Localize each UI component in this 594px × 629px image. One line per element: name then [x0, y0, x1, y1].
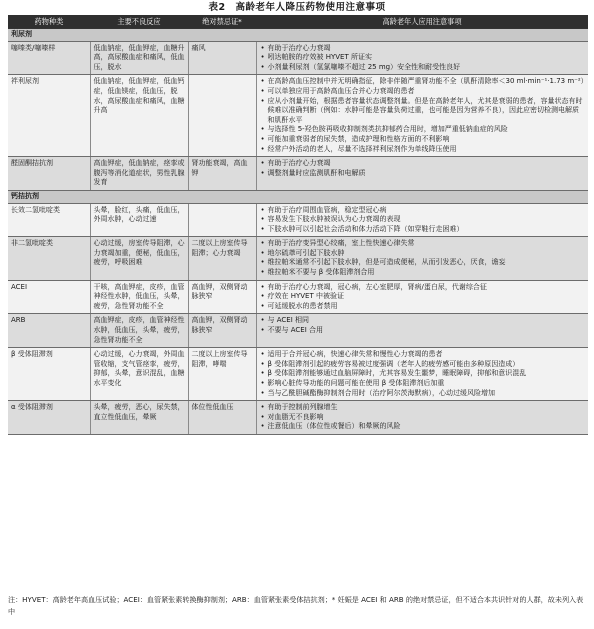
- precaution-item: • 不要与 ACEI 合用: [260, 326, 586, 336]
- drug-precautions-table: [8, 15, 588, 435]
- adverse-effects-cell: 心动过缓，房室传导阻滞，心力衰竭加重，便秘，低血压，疲劳，呼吸困难: [90, 237, 188, 280]
- drug-class-cell: 长效二氢吡啶类: [8, 203, 90, 237]
- precautions-cell: [256, 203, 588, 237]
- precautions-cell: [256, 75, 588, 157]
- adverse-effects-cell: 头晕，脸红，头痛，低血压，外周水肿，心动过速: [90, 203, 188, 237]
- contraindication-cell: 二度以上房室传导阻滞；心力衰竭: [188, 237, 256, 280]
- adverse-effects-cell: 低血钠症，低血钾症，低血钙症，低血镁症，低血压，脱水，高尿酸血症和痛风，血糖升高: [90, 75, 188, 157]
- precaution-item: • β 受体阻滞剂能够通过血脑屏障时，尤其容易发生噩梦，睡眠障碍，抑郁和意识混乱: [260, 369, 586, 379]
- contraindication-cell: 痛风: [188, 41, 256, 75]
- table-row: [8, 280, 588, 314]
- precautions-list: [260, 44, 586, 73]
- contraindication-cell: 高血钾，双侧肾动脉狭窄: [188, 280, 256, 314]
- header-contraindications: 绝对禁忌证*: [188, 15, 256, 29]
- table-row: [8, 237, 588, 280]
- drug-class-cell: 袢利尿剂: [8, 75, 90, 157]
- table-row: [8, 41, 588, 75]
- table-body: [8, 29, 588, 435]
- precautions-cell: [256, 41, 588, 75]
- precautions-list: [260, 159, 586, 178]
- contraindication-cell: [188, 75, 256, 157]
- precautions-cell: [256, 314, 588, 348]
- table-title: 表2 高龄老年人降压药物使用注意事项: [208, 2, 386, 13]
- section-title: 钙拮抗剂: [8, 190, 588, 203]
- precautions-list: [260, 77, 586, 154]
- header-precautions: 高龄老年人应用注意事项: [256, 15, 588, 29]
- contraindication-cell: 体位性低血压: [188, 401, 256, 435]
- precautions-list: [260, 206, 586, 235]
- precaution-item: • 适用于合并冠心病，快速心律失常和慢性心力衰竭的患者: [260, 350, 586, 360]
- table-row: [8, 75, 588, 157]
- precaution-item: • β 受体阻滞剂引起的疲劳容易被过度强调（老年人的疲劳感可能由多种原因造成）: [260, 360, 586, 370]
- precaution-item: • 调整剂量时应监测肌酐和电解质: [260, 169, 586, 179]
- precaution-item: • 对血脂无不良影响: [260, 413, 586, 423]
- precaution-item: • 有助于治疗心力衰竭: [260, 159, 586, 169]
- drug-class-cell: 醛固酮拮抗剂: [8, 157, 90, 191]
- precaution-item: • 可能加重衰弱者的尿失禁，造成护理和性格方面的不利影响: [260, 135, 586, 145]
- precaution-item: • 维拉帕米不要与 β 受体阻滞剂合用: [260, 268, 586, 278]
- precaution-item: • 容易发生下肢水肿被误认为心力衰竭的表现: [260, 215, 586, 225]
- header-drug-class: 药物种类: [8, 15, 90, 29]
- precaution-item: • 当与乙酰胆碱酯酶抑制剂合用时（治疗阿尔茨海默病），心动过缓风险增加: [260, 389, 586, 399]
- drug-class-cell: 非二氢吡啶类: [8, 237, 90, 280]
- precaution-item: • 维拉帕米通常不引起下肢水肿，但是可造成便秘，从而引发恶心，厌食，谵妄: [260, 258, 586, 268]
- precaution-item: • 影响心脏传导功能的问题可能在使用 β 受体阻滞剂后加重: [260, 379, 586, 389]
- precaution-item: • 应从小剂量开始，根据患者容量状态调整剂量。但是在高龄老年人，尤其是衰弱的患者，容量状态有时候难以准确判断（例如：水肿可能是容量负荷过重，也可能是因为营养不良），因此应密切检测电解质和肌酐水平: [260, 97, 586, 126]
- precaution-item: • 可延缓脱水的患者禁用: [260, 302, 586, 312]
- precautions-list: [260, 239, 586, 277]
- precautions-list: [260, 283, 586, 312]
- precaution-item: • 吲达帕胺的疗效被 HYVET 所证实: [260, 53, 586, 63]
- precaution-item: • 注意低血压（体位性或餐后）和晕厥的风险: [260, 422, 586, 432]
- table-header-row: [8, 15, 588, 29]
- section-title: 利尿剂: [8, 29, 588, 42]
- drug-class-cell: 噻嗪类/噻嗪样: [8, 41, 90, 75]
- adverse-effects-cell: 高血钾症，皮疹，血管神经性水肿，低血压，头晕，疲劳，急性肾功能不全: [90, 314, 188, 348]
- table-row: [8, 203, 588, 237]
- header-adverse-effects: 主要不良反应: [90, 15, 188, 29]
- precautions-cell: [256, 157, 588, 191]
- table-footnote: 注：HYVET：高龄老年高血压试验；ACEI：血管紧张素转换酶抑制剂；ARB：血管紧张素受体拮抗剂；* 妊娠是 ACEI 和 ARB 的绝对禁忌证，但不适合本共识针对的人群，故未列入表中: [8, 595, 584, 616]
- precaution-item: • 有助于治疗变异型心绞痛，室上性快速心律失常: [260, 239, 586, 249]
- drug-class-cell: ACEI: [8, 280, 90, 314]
- adverse-effects-cell: 头晕，疲劳，恶心，尿失禁，直立性低血压，晕厥: [90, 401, 188, 435]
- precaution-item: • 有助于治疗心力衰竭: [260, 44, 586, 54]
- contraindication-cell: 高血钾，双侧肾动脉狭窄: [188, 314, 256, 348]
- precaution-item: • 与 ACEI 相同: [260, 316, 586, 326]
- precautions-list: [260, 316, 586, 335]
- adverse-effects-cell: 心动过缓，心力衰竭，外周血管收缩，支气管痉挛，疲劳，抑郁，头晕，意识混乱，血糖水平变化: [90, 348, 188, 401]
- precaution-item: • 经常户外活动的老人，尽量不选择袢利尿剂作为单线降压使用: [260, 145, 586, 155]
- precaution-item: • 小剂量利尿剂（氢氯噻嗪不超过 25 mg）安全性和耐受性良好: [260, 63, 586, 73]
- precautions-list: [260, 350, 586, 398]
- precautions-cell: [256, 237, 588, 280]
- section-header-row: [8, 190, 588, 203]
- precaution-item: • 有助于治疗周围血管病，稳定型冠心病: [260, 206, 586, 216]
- precautions-cell: [256, 280, 588, 314]
- adverse-effects-cell: 干咳，高血钾症，皮疹，血管神经性水肿，低血压，头晕，疲劳，急性肾功能不全: [90, 280, 188, 314]
- contraindication-cell: 肾功能衰竭，高血钾: [188, 157, 256, 191]
- precaution-item: • 有助于控制前列腺增生: [260, 403, 586, 413]
- precautions-cell: [256, 348, 588, 401]
- precautions-cell: [256, 401, 588, 435]
- adverse-effects-cell: 高血钾症，低血钠症，痉挛或腹泻等消化道症状，男性乳腺发育: [90, 157, 188, 191]
- contraindication-cell: 二度以上房室传导阻滞，哮喘: [188, 348, 256, 401]
- precaution-item: • 与选择性 5-羟色胺再吸收抑制剂类抗抑郁药合用时，增加严重低钠血症的风险: [260, 125, 586, 135]
- precaution-item: • 疗效在 HYVET 中被验证: [260, 292, 586, 302]
- precaution-item: • 下肢水肿可以引起社会活动和体力活动下降（如穿鞋行走困难）: [260, 225, 586, 235]
- table-row: [8, 348, 588, 401]
- precaution-item: • 有助于治疗心力衰竭，冠心病，左心室肥厚，肾病/蛋白尿，代谢综合征: [260, 283, 586, 293]
- section-header-row: [8, 29, 588, 42]
- contraindication-cell: [188, 203, 256, 237]
- precaution-item: • 地尔硫䓬可引起下肢水肿: [260, 249, 586, 259]
- adverse-effects-cell: 低血钠症，低血钾症，血糖升高，高尿酸血症和痛风，低血压，脱水: [90, 41, 188, 75]
- table-row: [8, 157, 588, 191]
- drug-class-cell: β 受体阻滞剂: [8, 348, 90, 401]
- table-row: [8, 401, 588, 435]
- precaution-item: • 在高龄高血压控制中并无明确指征，除非伴随严重肾功能不全（肌酐清除率＜30 ml·min⁻¹·1.73 m⁻²）: [260, 77, 586, 87]
- precautions-list: [260, 403, 586, 432]
- drug-class-cell: α 受体阻滞剂: [8, 401, 90, 435]
- precaution-item: • 可以单独应用于高龄高血压合并心力衰竭的患者: [260, 87, 586, 97]
- drug-class-cell: ARB: [8, 314, 90, 348]
- table-row: [8, 314, 588, 348]
